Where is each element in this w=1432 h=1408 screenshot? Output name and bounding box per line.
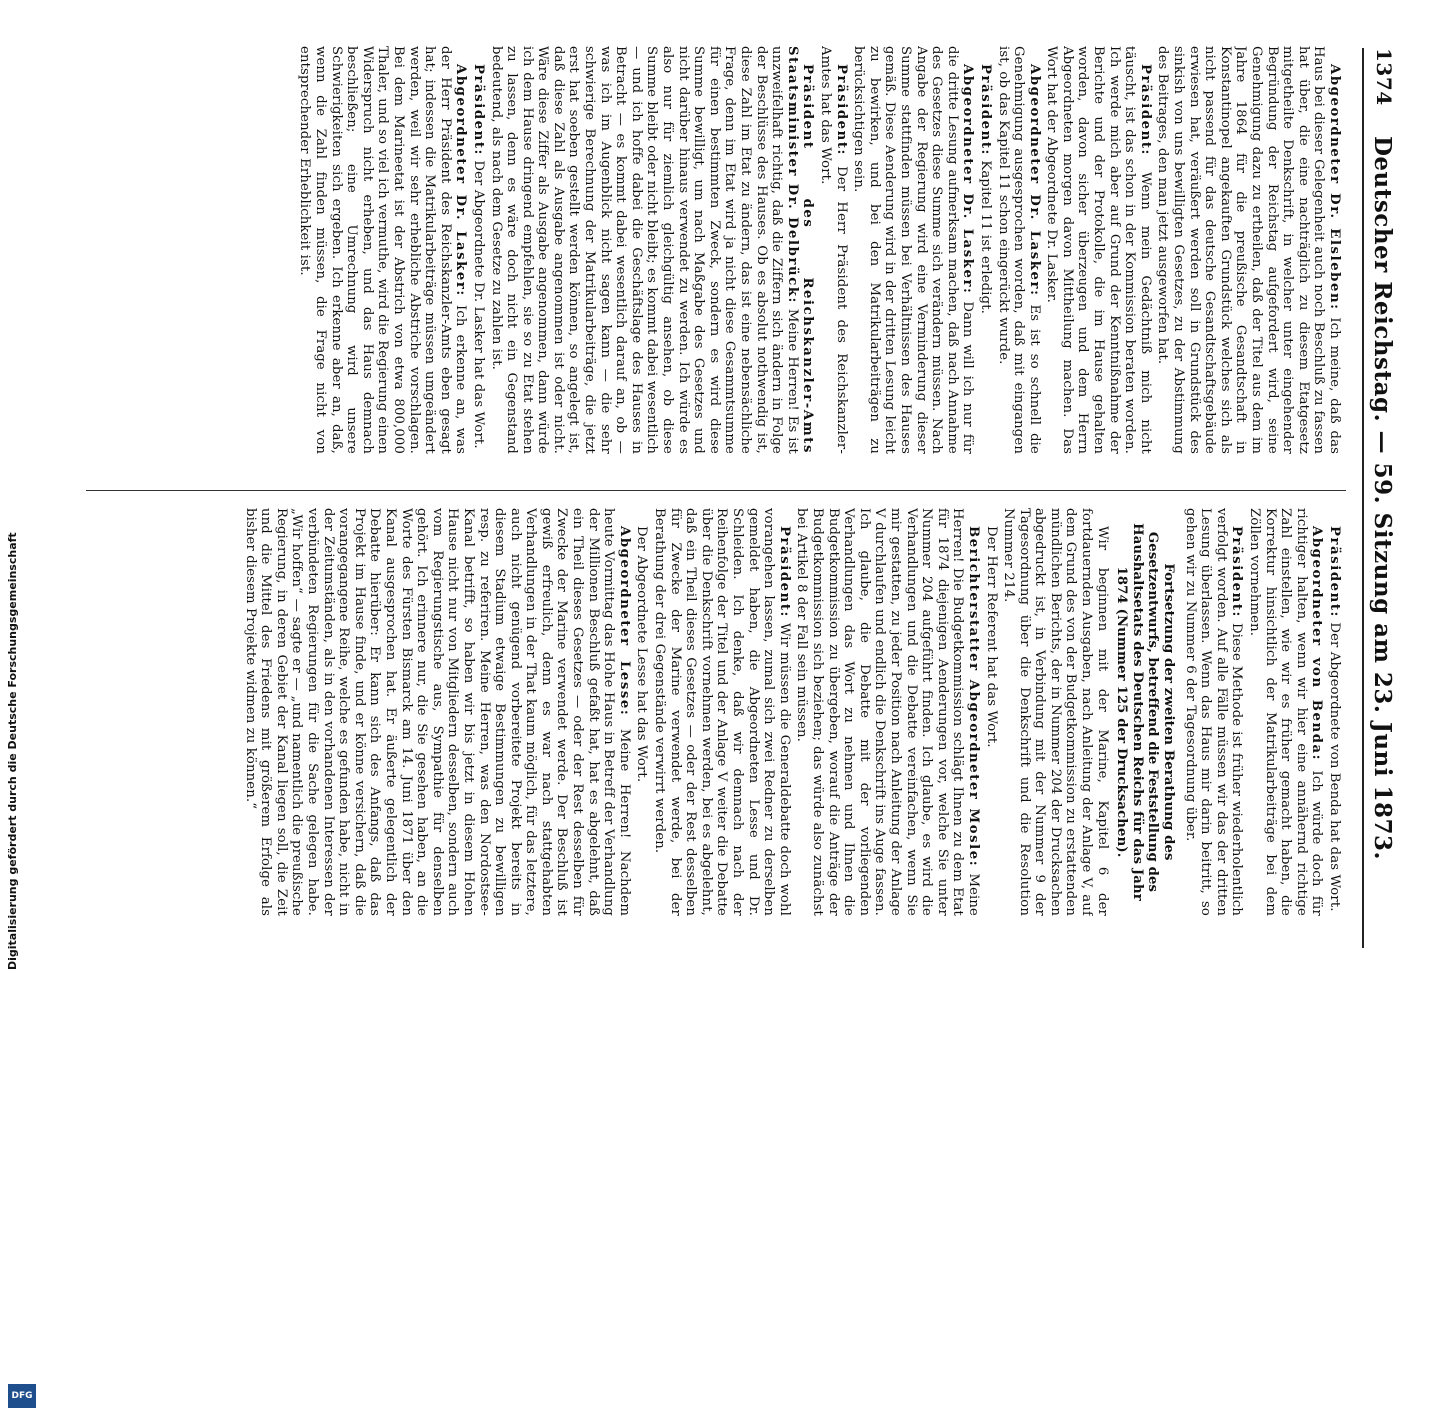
paragraph [1001,508,1110,916]
page-header [1360,48,1404,948]
paragraph [817,46,848,454]
paragraph [1182,508,1244,916]
speaker-name: Präsident: [833,64,849,157]
paragraph-text: Dann will ich nur für die dritte Lesung aufmerksam machen, daß nach Annahme des Gesetzes diese Summe sich verändern müssen. Nach Angabe der Regierung wird eine Verminderung dieser Summe stattfinden müssen bei Verhältnissen des Hauses gemäß. Diese Aenderung wird in der dritten Lesung leicht zu bewirken, und bei den Matrikularbeiträgen zu berücksichtigen sein. [851,46,976,454]
column-divider [86,490,1346,491]
paragraph-text: Der Abgeordnete Lesse hat das Wort. [634,526,650,783]
speaker-name: Präsident: [1137,64,1153,157]
section-heading: Fortsetzung der zweiten Berathung des Gesetzentwurfs, betreffend die Feststellung des Haushaltsetats des Deutschen Reichs für das Jahr 1874 (Nummer 125 der Drucksachen). [1114,523,1177,901]
speaker-name: Abgeordneter Dr. Lasker: [453,64,469,297]
paragraph [1246,508,1324,916]
left-column [87,46,1342,454]
paragraph-text: Meine Herren! Die Budgetkommission schlägt Ihnen zu dem Etat für 1874 diejenigen Aenderungen vor, welche Sie unter Nummer 204 aufgeführt finden. Ich glaube, es wird die Verhandlungen und die Debatte vereinfachen, wenn Sie mir gestatten, zu jeder Position nach Anleitung der Anlage V durchlaufen und endlich die Denkschrift ins Auge fassen. Ich glaube, die Debatte mit der vorliegenden Verhandlungen das Wort zu nehmen und Ihnen die Budgetkommission zu übergeben, worauf die Anträge der Budgetkommission sich beziehen; das würde also zunächst bei Artikel 8 der Fall sein müssen. [794,508,981,916]
paragraph [488,46,815,454]
paragraph-text: Ich würde doch für richtiger halten, wenn wir hier eine annähernd richtige Zahl einstellen, wie wir es früher gemacht haben, die Korrektur hinsichtlich der Matrikularbeiträge bei dem Zöllen vornehmen. [1247,508,1325,916]
paragraph [651,508,791,916]
paragraph-text: Kapitel 11 ist erledigt. [977,160,993,315]
speaker-name: Berichterstatter Abgeordneter Mosle: [965,526,981,868]
paragraph [977,46,993,454]
paragraph-text: Der Herr Präsident des Reichskanzler-Amtes hat das Wort. [818,46,849,454]
paragraph [1044,46,1153,454]
paragraph [470,46,486,454]
sidebar-credit-text: Digitalisierung gefördert durch die Deutsche Forschungsgemeinschaft [6,532,19,970]
paragraph-text: Der Abgeordnete von Benda hat das Wort. [1327,622,1342,912]
paragraph-text: Es ist so schnell die Genehmigung ausgesprochen worden, daß mit eingangen ist, ob das Kapitel 11 schon eingerückt wurde. [995,46,1042,454]
paragraph-text: Meine Herren! Nachdem heute Vormittag das Hohe Haus in Betreff der Verhandlung der Millionen Beschluß gefaßt hat, hat es abgelehnt, daß ein Theil dieses Gesetzes — oder der Rest desselben für Zwecke der Marine verwendet werde. Der Beschluß ist gewiß erfreulich, denn es war nach stattgehabten Verhandlungen in der That kaum möglich, für das letztere, auch nicht genügend vorbereitete Projekt bereits in diesem Stadium etwaige Bestimmungen zu bewilligen resp. zu referiren. Meine Herren, was den Nordostsee-Kanal betrifft, so haben wir bis jetzt in diesem Hohen Hause nicht nur von Mitgliedern desselben, sondern auch vom Regierungstische aus, Sympathie für denselben gehört. Ich erinnere nur, die Sie gesehen haben, an die Worte des Fürsten Bismarck am 14. Juni 1871 über den Kanal ausgesprochen hat. Er äußerte gelegentlich der Debatte hierüber: Er kann sich des Anfangs, daß das Projekt im Hause finde, und er könne versichern, daß die vorangegangene Reihe, welche es gefunden habe, nicht in der Zeitumständen, als in den vorhandenen Interessen der verbündeten Regierungen für die Sache gelegen habe. „Wir hoffen“ — sagte er — „und namentlich die preußische Regierung, in deren Gebiet der Kanal liegen soll, die Zeit und die Mittel des Friedens mit größerem Erfolge als bisher diesem Projekte widmen zu können.“ [242,508,632,916]
speaker-name: Präsident des Reichskanzler-Amts Staatsminister Dr. Delbrück: [784,46,816,454]
paragraph-text: Der Abgeordnete Dr. Lasker hat das Wort. [470,160,486,449]
paragraph [851,46,976,454]
speaker-name: Präsident: [776,526,792,619]
paragraph-text: Wir müssen die Generaldebatte doch wohl vorangehen lassen, zumal sich zwei Redner zu derselben gemeldet haben, die Abgeordneten Lesse und Dr. Schleiden. Ich denke, daß wir demnach nach der Reihenfolge der Titel und der Anlage V weiter die Debatte über die Denkschrift vornehmen werden, bei es abgelehnt, daß ein Theil dieses Gesetzes — oder der Rest desselben für Zwecke der Marine verwendet werde, bei der Berathung der drei Gegenstände verwirrt werden. [652,508,792,916]
paragraph-text: Ich meine, daß das Haus bei dieser Gelegenheit auch noch Beschluß zu fassen hat über, die eine nachträglich zu diesem Etatgesetz mitgetheilte Denkschrift, in welcher unter eingehender Begründung der Reichstag aufgefordert wird, seine Genehmigung dazu zu ertheilen, daß der Titel aus dem im Jahre 1864 für die preußische Gesandtschaft in Konstantinopel angekauften Grundstück welches sich als nicht passend für das deutsche Gesandtschaftsgebäude erwiesen hat, veräußert werden soll in Grundstück des sinkish von uns bewilligten Gesetzes, zu der Abstimmung des Beitrages, den man jetzt ausgeworfen hat. [1155,46,1342,454]
paragraph-text: Ich erkenne an, was der Herr Präsident des Reichskanzler-Amts eben gesagt hat; indessen die Matrikularbeiträge müssen umgeändert werden, weil wir sehr erhebliche Abstriche vorschlagen. Bei dem Marineetat ist der Abstrich von etwa 800,000 Thaler, und so viel ich vermuthe, wird die Regierung einen Widerspruch nicht erheben, und das Haus demnach beschließen; eine Umrechnung wird unsere Schwierigkeiten sich ergeben. Ich erkenne aber an, daß, wenn die Zahl finden müssen, die Frage nicht von entsprechender Erheblichkeit ist. [297,46,469,454]
paragraph [242,508,632,916]
speaker-name: Präsident: [470,64,486,157]
paragraph [1326,508,1342,916]
paragraph [794,508,981,916]
paragraph-text: Der Herr Referent hat das Wort. [983,526,999,748]
paragraph [297,46,469,454]
speaker-name: Abgeordneter Dr. Lasker: [1026,64,1042,297]
speaker-name: Präsident: [977,64,993,157]
paragraph-text: Wenn mein Gedächtniß mich nicht täuscht, ist das schon in der Kommission beraten worden. Ich werde mich aber auf Grund der Kenntnißnahme der Berichte und der Protokolle, die im Hause gehalten worden, davon sicher überzeugen und dem Herrn Abgeordneten morgen davon Mittheilung machen. Das Wort hat der Abgeordnete Dr. Lasker. [1044,46,1153,454]
sidebar-credit [6,380,22,970]
paragraph [995,46,1042,454]
paragraph [1155,46,1342,454]
page-number: 1374 [1372,48,1396,106]
paragraph-text: Diese Methode ist früher wiederholentlich verfolgt worden. Auf alle Fälle müssen wir das der dritten Lesung überlassen. Wenn das Haus mir darin beitritt, so gehen wir zu Nummer 6 der Tagesordnung über. [1182,508,1245,916]
speaker-name: Abgeordneter Lesse: [616,526,632,717]
paragraph-text: Meine Herren! Es ist unzweifelhaft richtig, daß die Ziffern sich ändern in Folge der Beschlüsse des Hauses. Ob es absolut nothwendig ist, diese Zahl im Etat zu ändern, das ist eine nebensächliche Frage, denn im Etat wird ja nicht diese Gesammtsumme für einen bestimmten Zweck, sondern es wird diese Summe bewilligt, um nach Maßgabe des Gesetzes und nicht darüber hinaus verwendet zu werden. Ich würde es also nur für ziemlich gleichgültig ansehen, ob diese Summe bleibt oder nicht bleibt; es kommt dabei wesentlich — und ich hoffe dabei die Geschäftslage des Hauses in Betracht — es kommt dabei wesentlich darauf an, ob — was ich im Augenblick nicht sagen kann — die sehr schwierige Berechnung der Matrikularbeiträge, die jetzt erst hat soeben gestellt werden können, so angelegt ist, daß diese Zahl als Ausgabe angenommen ist oder nicht. Wäre diese Ziffer als Ausgabe angenommen, dann würde ich dem Hause dringend empfehlen, sie so zu Etat stehen zu lassen, denn es wäre doch nicht ein Gegenstand bedeutend, als nach dem Gesetze zu zahlen ist. [488,46,800,454]
speaker-name: Präsident: [1229,526,1245,619]
paragraph-text: Wir beginnen mit der Marine, Kapitel 6 der fortdauernden Ausgaben, nach Anleitung der Anlage V, auf dem Grund des von der Budgetkommission zu erstattenden mündlichen Berichts, der in Nummer 204 der Drucksachen abgedruckt ist, in Verbindung mit der Nummer 9 der Tagesordnung über die Denkschrift und die Resolution Nummer 214. [1001,508,1110,916]
paragraph [983,508,999,916]
dfg-logo: DFG [8,1384,36,1408]
paragraph [634,508,650,916]
speaker-name: Abgeordneter Dr. Elsleben: [1327,64,1342,311]
speaker-name: Abgeordneter von Benda: [1309,526,1325,762]
speaker-name: Abgeordneter Dr. Lasker: [960,64,976,295]
right-column [87,508,1342,916]
speaker-name: Präsident: [1327,526,1342,619]
header-rule [1362,48,1364,948]
page-title: Deutscher Reichstag. — 59. Sitzung am 23. Juni 1873. [1369,135,1396,861]
